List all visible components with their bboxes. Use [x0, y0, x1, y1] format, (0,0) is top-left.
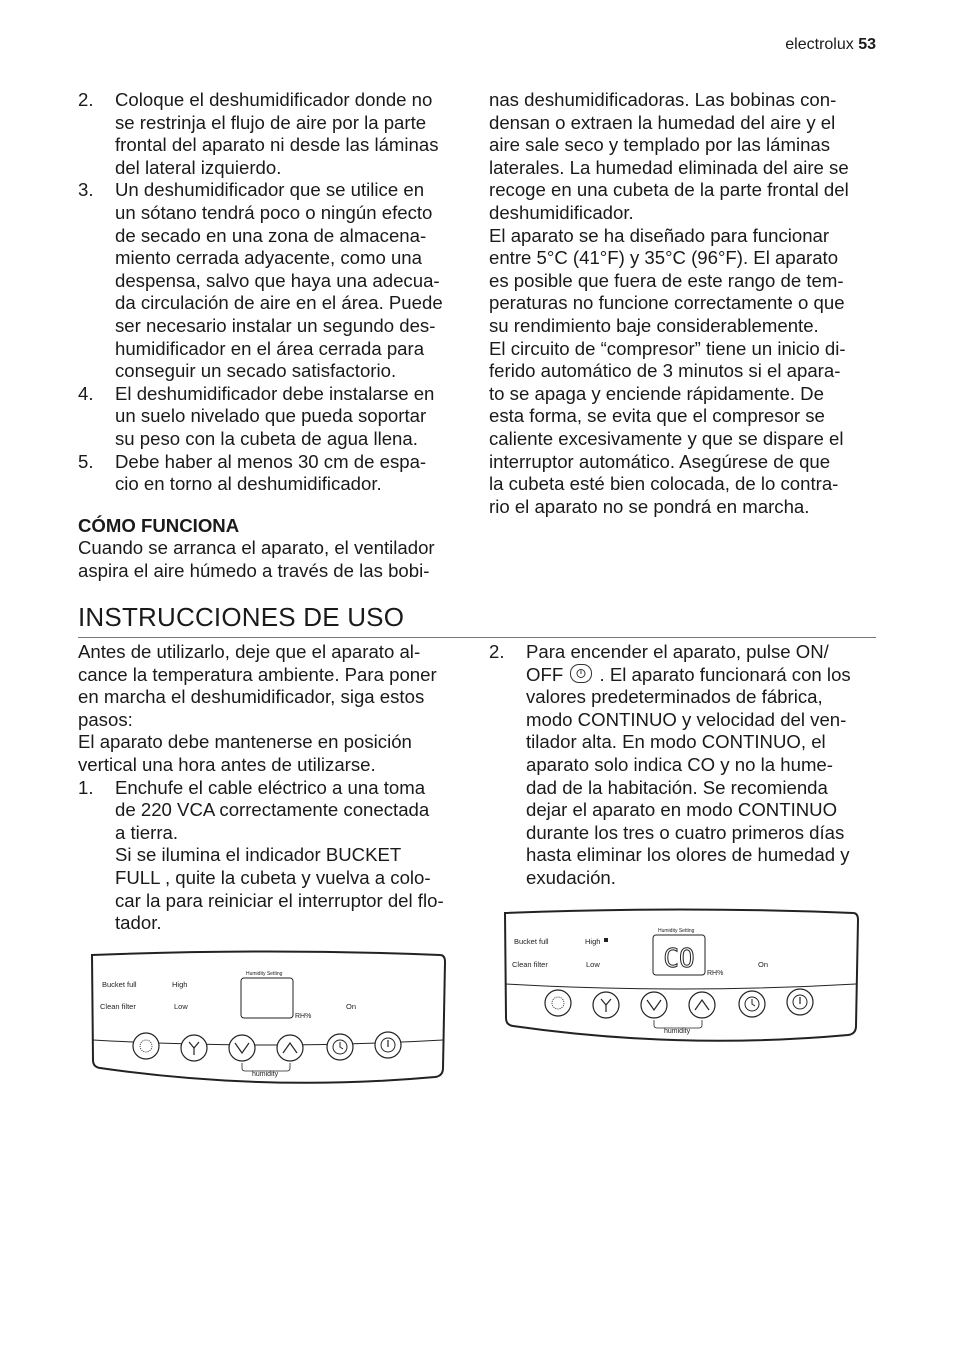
control-panel-illustration [88, 950, 448, 1085]
intro-paragraph [78, 641, 468, 777]
item-text [115, 179, 468, 382]
fan-button[interactable] [181, 1035, 207, 1061]
text-line: de secado en una zona de almacena- [115, 224, 427, 246]
text-line: El circuito de “compresor” tiene un inicio di- [489, 337, 846, 359]
high-label: High [585, 937, 601, 946]
text-line: entre 5°C (41°F) y 35°C (96°F). El aparato [489, 247, 839, 269]
text-line: se restrinja el flujo de aire por la parte [115, 111, 427, 133]
text-line: durante los tres o cuatro primeros días [526, 821, 845, 843]
text-line: cance la temperatura ambiente. Para poner [78, 663, 437, 685]
on-label: On [758, 960, 769, 969]
text-line: tilador alta. En modo CONTINUO, el [526, 731, 826, 753]
low-label: Low [586, 960, 600, 969]
filter-button[interactable] [133, 1033, 159, 1059]
text-line: valores predeterminados de fábrica, [526, 686, 823, 708]
item-text [526, 641, 884, 890]
text-line: Debe haber al menos 30 cm de espa- [115, 450, 427, 472]
item-text [115, 777, 468, 935]
text-line: pasos: [78, 708, 133, 730]
clean-filter-label: Clean filter [512, 960, 548, 969]
item-number: 2. [78, 89, 94, 110]
item-number: 4. [78, 382, 94, 404]
list-item [78, 383, 468, 451]
page-number: 53 [858, 36, 876, 53]
text-line: da circulación de aire en el área. Puede [115, 292, 443, 314]
off-label: OFF [526, 663, 564, 685]
text-line: la cubeta esté bien colocada, de lo contra- [489, 473, 839, 495]
humidity-label: humidity [664, 1028, 691, 1035]
text-line: caliente excesivamente y que se dispare el [489, 427, 844, 449]
right-column-bottom [489, 641, 884, 890]
item-lines [526, 686, 884, 889]
text-line: recoge en una cubeta de la parte frontal del [489, 179, 849, 201]
timer-button[interactable] [739, 991, 765, 1017]
text-line: hasta eliminar los olores de humedad y [526, 844, 850, 866]
text-line: un sótano tendrá poco o ningún efecto [115, 201, 433, 223]
humidity-setting-label: Humidity Setting [658, 928, 695, 934]
section-title: INSTRUCCIONES DE USO [78, 602, 876, 638]
text-line: deshumidificador. [489, 201, 634, 223]
text-line: a tierra. [115, 821, 179, 843]
text-line: peraturas no funcione correctamente o que [489, 292, 845, 314]
list-item [78, 777, 468, 935]
text-line: su peso con la cubeta de agua llena. [115, 427, 418, 449]
text-line: modo CONTINUO y velocidad del ven- [526, 708, 847, 730]
timer-button[interactable] [327, 1034, 353, 1060]
text-line: frontal del aparato ni desde las láminas [115, 134, 439, 156]
left-column-bottom [78, 641, 468, 935]
text-line: es posible que fuera de este rango de tem- [489, 269, 844, 291]
item-text-continued: . El aparato funcionará con los [599, 663, 851, 685]
text-line: conseguir un secado satisfactorio. [115, 360, 397, 382]
text-line: El aparato se ha diseñado para funcionar [489, 224, 830, 246]
text-line: car la para reiniciar el interruptor del flo- [115, 889, 444, 911]
list-item [489, 641, 884, 890]
fan-button[interactable] [593, 992, 619, 1018]
item-text [115, 451, 468, 496]
text-line: Un deshumidificador que se utilice en [115, 179, 425, 201]
clean-filter-label: Clean filter [100, 1002, 136, 1011]
rh-label: RH% [295, 1013, 312, 1020]
filter-button[interactable] [545, 990, 571, 1016]
text-line: Cuando se arranca el aparato, el ventilador [78, 537, 435, 559]
high-indicator [604, 938, 608, 942]
paragraph [489, 89, 884, 518]
text-line: ferido automático de 3 minutos si el apara- [489, 360, 841, 382]
bucket-full-label: Bucket full [514, 937, 549, 946]
text-line: nas deshumidificadoras. Las bobinas con- [489, 89, 837, 110]
text-line: dad de la habitación. Se recomienda [526, 776, 828, 798]
left-column-top [78, 89, 468, 582]
humidity-display [241, 978, 293, 1018]
text-line: aspira el aire húmedo a través de las bobi- [78, 559, 430, 581]
text-line: del lateral izquierdo. [115, 156, 282, 178]
page-header [785, 36, 876, 54]
text-line: dejar el aparato en modo CONTINUO [526, 799, 838, 821]
text-line: tador. [115, 912, 162, 934]
text-line: miento cerrada adyacente, como una [115, 247, 422, 269]
text-line: Enchufe el cable eléctrico a una toma [115, 776, 426, 798]
list-item [78, 451, 468, 496]
item-line [526, 664, 884, 687]
text-line: en marcha el deshumidificador, siga estos [78, 686, 425, 708]
text-line: despensa, salvo que haya una adecua- [115, 269, 440, 291]
text-line: esta forma, se evita que el compresor se [489, 405, 825, 427]
control-panel-illustration [501, 908, 861, 1043]
numbered-list [78, 89, 468, 496]
brand-name: electrolux [785, 36, 854, 53]
text-line: su rendimiento baje considerablemente. [489, 314, 819, 336]
item-number: 5. [78, 450, 94, 472]
down-button[interactable] [229, 1035, 255, 1061]
text-line: ser necesario instalar un segundo des- [115, 314, 436, 336]
text-line: rio el aparato no se pondrá en marcha. [489, 495, 810, 517]
item-text [115, 383, 468, 451]
item-text [115, 89, 468, 179]
text-line: FULL , quite la cubeta y vuelva a colo- [115, 866, 431, 888]
text-line: El deshumidificador debe instalarse en [115, 382, 435, 404]
text-line: cio en torno al deshumidificador. [115, 473, 382, 495]
text-line: aparato solo indica CO y no la hume- [526, 753, 833, 775]
rh-label: RH% [707, 970, 724, 977]
text-line: densan o extraen la humedad del aire y el [489, 111, 836, 133]
low-label: Low [174, 1002, 188, 1011]
humidity-setting-label: Humidity Setting [246, 971, 283, 977]
text-line: exudación. [526, 866, 616, 888]
on-label: On [346, 1002, 357, 1011]
item-number: 2. [489, 641, 505, 662]
text-line: un suelo nivelado que pueda soportar [115, 405, 427, 427]
list-item [78, 89, 468, 179]
humidity-label: humidity [252, 1071, 279, 1078]
power-button[interactable] [375, 1032, 401, 1058]
text-line: El aparato debe mantenerse en posición [78, 731, 412, 753]
control-panel-drawing [501, 908, 861, 1043]
list-item [78, 179, 468, 382]
item-line: Para encender el aparato, pulse ON/ [526, 641, 829, 662]
bucket-full-label: Bucket full [102, 980, 137, 989]
text-line: Antes de utilizarlo, deje que el aparato al- [78, 641, 421, 662]
text-line: Si se ilumina el indicador BUCKET [115, 844, 402, 866]
text-line: interruptor automático. Asegúrese de que [489, 450, 831, 472]
high-label: High [172, 980, 188, 989]
down-button[interactable] [641, 992, 667, 1018]
control-panel-drawing [88, 950, 448, 1085]
text-line: laterales. La humedad eliminada del aire se [489, 156, 849, 178]
text-line: Coloque el deshumidificador donde no [115, 89, 433, 110]
power-icon [570, 664, 592, 683]
text-line: aire sale seco y templado por las láminas [489, 134, 831, 156]
power-button[interactable] [787, 989, 813, 1015]
text-line: to se apaga y enciende rápidamente. De [489, 382, 824, 404]
display-value: CO [663, 944, 695, 974]
text-line: vertical una hora antes de utilizarse. [78, 753, 376, 775]
item-number: 3. [78, 179, 94, 201]
section-heading: CÓMO FUNCIONA [78, 514, 240, 536]
right-column-top [489, 89, 884, 518]
text-line: de 220 VCA correctamente conectada [115, 799, 430, 821]
paragraph [78, 537, 468, 582]
up-button[interactable] [689, 992, 715, 1018]
up-button[interactable] [277, 1035, 303, 1061]
text-line: humidificador en el área cerrada para [115, 337, 425, 359]
item-number: 1. [78, 776, 94, 798]
